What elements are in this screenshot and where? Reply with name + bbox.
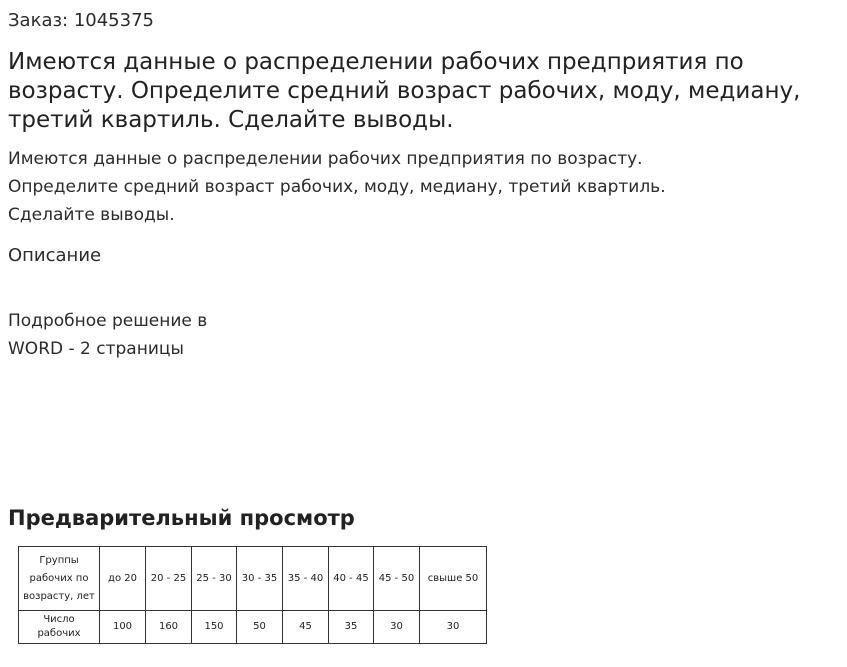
detail-line: Подробное решение в	[8, 311, 208, 331]
table-cell-count: 160	[146, 611, 192, 644]
table-cell-group: до 20	[100, 547, 146, 611]
table-cell-group: 45 - 50	[374, 547, 420, 611]
table-cell-count: 30	[374, 611, 420, 644]
table-cell-count: 35	[329, 611, 374, 644]
table-cell-group: 40 - 45	[329, 547, 374, 611]
table-cell-count: 100	[100, 611, 146, 644]
table-cell-count: 30	[420, 611, 487, 644]
task-description	[8, 145, 840, 229]
table-cell-group: 30 - 35	[237, 547, 283, 611]
description-line: Имеются данные о распределении рабочих предприятия по возрасту.	[8, 149, 643, 169]
description-label: Описание	[8, 245, 102, 266]
row-header-counts: Число рабочих	[19, 611, 100, 644]
row-header-groups: Группы рабочих по возрасту, лет	[19, 547, 100, 611]
table-row	[19, 611, 487, 644]
table-cell-group: 20 - 25	[146, 547, 192, 611]
table-row	[19, 547, 487, 611]
preview-title: Предварительный просмотр	[8, 506, 355, 530]
solution-detail	[8, 307, 308, 363]
detail-line: WORD - 2 страницы	[8, 339, 184, 359]
table-cell-group: свыше 50	[420, 547, 487, 611]
preview-table	[18, 546, 487, 644]
table-cell-count: 150	[192, 611, 237, 644]
table-cell-count: 50	[237, 611, 283, 644]
table-cell-group: 25 - 30	[192, 547, 237, 611]
order-number: Заказ: 1045375	[8, 10, 154, 31]
description-line: Определите средний возраст рабочих, моду, медиану, третий квартиль.	[8, 177, 666, 197]
table-cell-count: 45	[283, 611, 329, 644]
description-line: Сделайте выводы.	[8, 205, 175, 225]
table-cell-group: 35 - 40	[283, 547, 329, 611]
task-heading: Имеются данные о распределении рабочих предприятия по возрасту. Определите средний возраст рабочих, моду, медиану, третий квартиль. Сделайте выводы.	[8, 49, 801, 133]
